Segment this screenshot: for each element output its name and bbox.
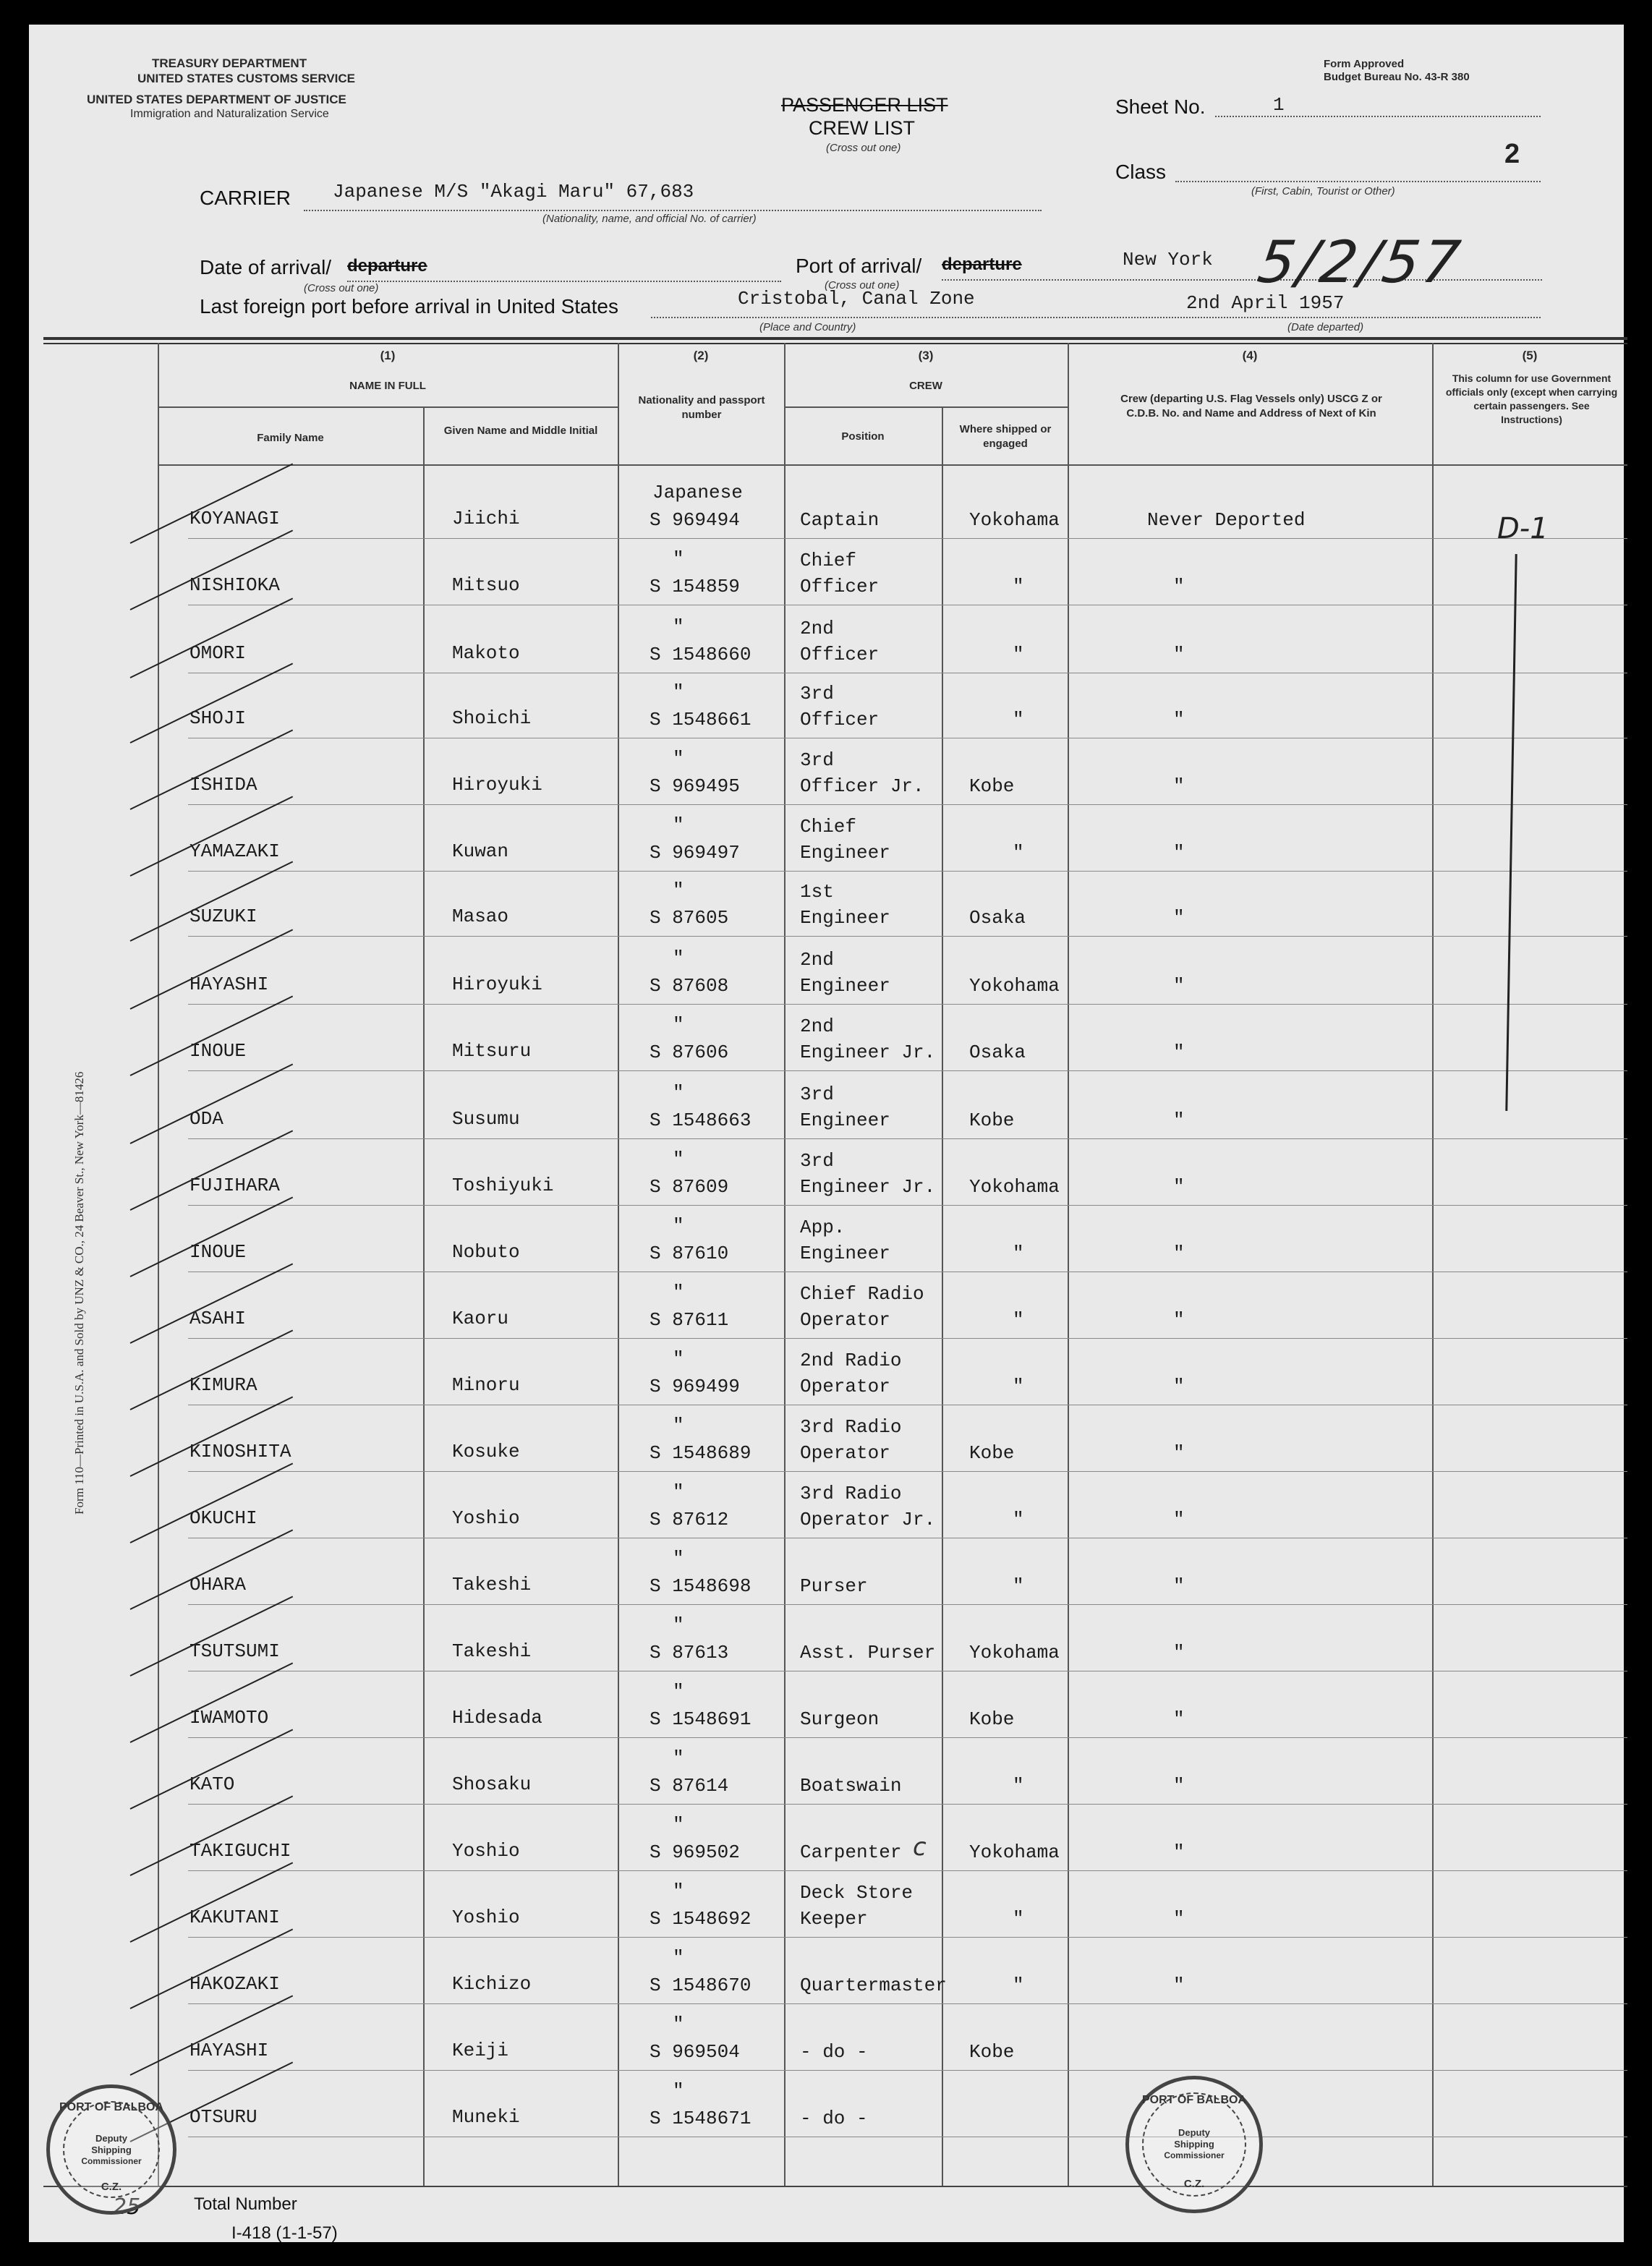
port-cross-note: (Cross out one) [825,279,900,291]
passport-number: S 969502 [650,1841,740,1863]
nationality: " [673,748,684,770]
nationality: " [673,1282,684,1303]
family-name: OTSURU [190,2106,257,2128]
check-mark [130,1862,294,1943]
given-name: Yoshio [452,1507,520,1529]
col3-number: (3) [918,349,934,362]
passport-number: S 1548692 [650,1908,752,1930]
check-mark [130,730,294,810]
check-mark [130,1663,294,1743]
check-mark [130,1995,294,2076]
nationality: " [673,548,684,570]
family-name: YAMAZAKI [190,840,280,862]
port-of-balboa-stamp-left: PORT OF BALBOA Deputy Shipping Commissioner C.Z. [46,2084,176,2215]
row-divider [188,936,1627,937]
next-of-kin: " [1173,842,1185,864]
budget-bureau: Budget Bureau No. 43-R 380 [1324,71,1470,83]
nationality: " [673,1747,684,1769]
form-code: I-418 (1-1-57) [231,2223,338,2243]
passport-number: S 87608 [650,975,729,997]
nationality: " [673,2014,684,2035]
next-of-kin: " [1173,1642,1185,1664]
row-divider [188,1205,1627,1206]
passport-number: S 87614 [650,1775,729,1797]
passport-number: S 87610 [650,1243,729,1264]
port-of-balboa-stamp-right: PORT OF BALBOA Deputy Shipping Commissioner C.Z. [1125,2076,1263,2213]
next-of-kin: " [1173,576,1185,597]
last-port-note: (Place and Country) [759,321,856,333]
given-name: Keiji [452,2040,509,2061]
row-divider [188,1804,1627,1805]
next-of-kin: " [1173,1042,1185,1063]
nationality: " [673,681,684,703]
given-name: Toshiyuki [452,1175,554,1196]
position-line-1: 3rd Radio [800,1416,902,1438]
total-number-label: Total Number [194,2194,297,2214]
position: Officer [800,576,880,597]
check-mark [130,663,294,744]
position-line-1: 2nd [800,1015,834,1037]
family-name: KATO [190,1773,235,1795]
row-divider [188,2070,1627,2071]
passport-number: S 87606 [650,1042,729,1063]
given-name: Kosuke [452,1441,520,1462]
nationality: " [673,1481,684,1503]
position-line-1: 2nd Radio [800,1350,902,1371]
family-name: ODA [190,1108,223,1130]
given-name: Makoto [452,642,520,664]
row-divider [188,1937,1627,1938]
where-engaged: " [1013,644,1024,665]
given-name: Mitsuru [452,1040,532,1062]
col5-annotation: D-1 [1497,512,1549,545]
nationality: " [673,947,684,969]
where-engaged: " [1013,1775,1024,1797]
col4-number: (4) [1242,349,1258,362]
next-of-kin: " [1173,1109,1185,1131]
nationality: " [673,1814,684,1836]
passport-number: S 1548663 [650,1109,752,1131]
passport-number: S 1548661 [650,709,752,731]
col2-number: (2) [693,349,709,362]
passport-number: S 1548660 [650,644,752,665]
given-name: Mitsuo [452,574,520,596]
position-line-1: 1st [800,881,834,903]
check-mark [130,1463,294,1543]
position: Officer [800,644,880,665]
position: Keeper [800,1908,868,1930]
position-line-1: 3rd [800,683,834,704]
where-engaged: " [1013,1575,1024,1597]
carrier-value: Japanese M/S "Akagi Maru" 67,683 [333,181,694,203]
next-of-kin: " [1173,1442,1185,1464]
agency-line-4: Immigration and Naturalization Service [130,108,329,120]
where-engaged: " [1013,1509,1024,1530]
position: Operator [800,1309,890,1331]
where-engaged: Yokohama [969,1642,1060,1664]
row-divider [188,1471,1627,1472]
position: Engineer Jr. [800,1042,936,1063]
given-name: Susumu [452,1108,520,1130]
check-mark [130,1929,294,2009]
sheet-number: 1 [1273,94,1285,116]
position: Quartermaster [800,1975,947,1996]
col2-title: Nationality and passport number [638,394,765,421]
position-line-1: Chief [800,816,857,838]
where-engaged: Osaka [969,1042,1026,1063]
next-of-kin: " [1173,1841,1185,1863]
cross-out-note: (Cross out one) [826,142,901,154]
passenger-list-struck: PASSENGER LIST [781,94,948,116]
family-name: HAYASHI [190,974,269,995]
check-mark [130,1596,294,1677]
col3-title: CREW [909,380,942,392]
position: Operator [800,1442,890,1464]
agency-line-3: UNITED STATES DEPARTMENT OF JUSTICE [87,93,346,106]
check-mark [130,1197,294,1277]
nationality: " [673,1415,684,1436]
check-mark [130,1330,294,1410]
position: Officer [800,709,880,731]
check-mark [130,598,294,678]
where-engaged: Osaka [969,907,1026,929]
passport-number: S 969497 [650,842,740,864]
position: Engineer [800,907,890,929]
nationality: " [673,1149,684,1170]
side-print: Form 110—Printed in U.S.A. and Sold by UNZ & CO., 24 Beaver St., New York—81426 [72,1071,86,1515]
where-engaged: Kobe [969,1442,1015,1464]
position: Captain [800,509,880,531]
nationality: " [673,879,684,901]
position: Surgeon [800,1708,880,1730]
row-divider [188,1070,1627,1071]
check-mark [130,1130,294,1211]
col1b-header: Given Name and Middle Initial [443,425,598,437]
check-mark [130,530,294,610]
passport-number: S 87613 [650,1642,729,1664]
next-of-kin: " [1173,775,1185,797]
given-name: Kaoru [452,1308,509,1329]
family-name: KOYANAGI [190,508,280,529]
where-engaged: " [1013,1908,1024,1930]
row-divider [188,1138,1627,1139]
family-name: ISHIDA [190,774,257,796]
crew-list-title: CREW LIST [809,117,916,139]
next-of-kin: " [1173,1708,1185,1730]
col1-title: NAME IN FULL [349,380,426,392]
given-name: Takeshi [452,1574,532,1596]
position: Engineer [800,842,890,864]
given-name: Yoshio [452,1907,520,1928]
col1-number: (1) [380,349,396,362]
next-of-kin: " [1173,907,1185,929]
family-name: INOUE [190,1040,247,1062]
next-of-kin: " [1173,644,1185,665]
check-mark [130,1064,294,1144]
nationality: " [673,616,684,638]
nationality: " [673,1614,684,1636]
position-line-1: Chief [800,550,857,571]
position: Operator Jr. [800,1509,936,1530]
given-name: Hiroyuki [452,974,542,995]
nationality: " [673,1681,684,1703]
passport-number: S 969495 [650,775,740,797]
passport-number: S 1548691 [650,1708,752,1730]
family-name: ASAHI [190,1308,247,1329]
position-line-1: 2nd [800,949,834,971]
position-line-1: 3rd Radio [800,1483,902,1504]
nationality: " [673,1082,684,1104]
next-of-kin: " [1173,1376,1185,1397]
given-name: Shosaku [452,1773,532,1795]
family-name: KINOSHITA [190,1441,291,1462]
given-name: Shoichi [452,707,532,729]
position: Operator [800,1376,890,1397]
col5-number: (5) [1522,349,1538,362]
next-of-kin: " [1173,1176,1185,1198]
passport-number: S 87612 [650,1509,729,1530]
passport-number: S 87611 [650,1309,729,1331]
position-line-1: Chief Radio [800,1283,924,1305]
given-name: Kuwan [452,840,509,862]
nationality: " [673,1014,684,1036]
crew-list-document [29,25,1624,2242]
family-name: KAKUTANI [190,1907,280,1928]
position: Engineer [800,1109,890,1131]
passport-number: S 87605 [650,907,729,929]
family-name: KIMURA [190,1374,257,1396]
passport-number: S 969504 [650,2041,740,2063]
position: Engineer [800,1243,890,1264]
carrier-note: (Nationality, name, and official No. of carrier) [542,213,757,225]
agency-line-1: TREASURY DEPARTMENT [152,56,307,70]
next-of-kin: " [1173,1243,1185,1264]
family-name: IWAMOTO [190,1707,269,1729]
given-name: Yoshio [452,1840,520,1862]
check-mark [130,861,294,942]
where-engaged: Kobe [969,1109,1015,1131]
given-name: Kichizo [452,1973,532,1995]
family-name: OKUCHI [190,1507,257,1529]
class-note: (First, Cabin, Tourist or Other) [1251,185,1395,197]
nationality: " [673,1548,684,1569]
check-mark [130,796,294,877]
row-divider [188,538,1627,539]
given-name: Minoru [452,1374,520,1396]
given-name: Hiroyuki [452,774,542,796]
check-mark [130,996,294,1076]
next-of-kin: " [1173,1908,1185,1930]
last-port-value: Cristobal, Canal Zone [738,288,975,310]
passport-number: S 969499 [650,1376,740,1397]
position-line-1: 2nd [800,618,834,639]
col5-title: This column for use Government officials only (except when carrying certain passengers. See Instructions) [1445,372,1618,425]
family-name: OHARA [190,1574,247,1596]
col5-vertical-mark [1505,554,1517,1111]
given-name: Jiichi [452,508,520,529]
handwritten-date: 5/2/57 [1253,229,1468,296]
next-of-kin: " [1173,1575,1185,1597]
row-divider [188,1338,1627,1339]
col3b-header: Where shipped or engaged [959,423,1052,450]
position-line-1: Deck Store [800,1882,914,1904]
passport-number: S 87609 [650,1176,729,1198]
next-of-kin: " [1173,1775,1185,1797]
port-arrival-label: Port of arrival/ [796,255,922,277]
where-engaged: " [1013,1309,1024,1331]
sheet-label: Sheet No. [1115,95,1206,118]
where-engaged: " [1013,1975,1024,1996]
check-mark [130,1729,294,1810]
family-name: OMORI [190,642,247,664]
date-departed-value: 2nd April 1957 [1186,292,1345,314]
where-engaged: Kobe [969,2041,1015,2063]
passport-number: S 969494 [650,509,740,531]
next-of-kin: " [1173,975,1185,997]
check-mark [130,1397,294,1477]
margin-c-mark: c [913,1833,927,1862]
nationality: " [673,1947,684,1969]
position: Engineer Jr. [800,1176,936,1198]
family-name: TSUTSUMI [190,1640,280,1662]
position: - do - [800,2041,868,2063]
row-divider [188,2003,1627,2004]
col4-title: Crew (departing U.S. Flag Vessels only) USCG Z or C.D.B. No. and Name and Address of Next of Kin [1120,393,1382,419]
total-number-value: 25 [113,2194,141,2220]
next-of-kin: " [1173,709,1185,731]
row-divider [188,1604,1627,1605]
nationality: Japanese [652,482,743,503]
family-name: HAKOZAKI [190,1973,280,1995]
family-name: NISHIOKA [190,574,280,596]
form-approved: Form Approved [1324,58,1405,70]
where-engaged: Yokohama [969,975,1060,997]
given-name: Nobuto [452,1241,520,1263]
check-mark [130,929,294,1010]
position: Boatswain [800,1775,902,1797]
date-cross-note: (Cross out one) [304,282,379,294]
next-of-kin: " [1173,1309,1185,1331]
date-departure-struck: departure [347,256,427,276]
row-divider [188,1870,1627,1871]
passport-number: S 1548689 [650,1442,752,1464]
where-engaged: " [1013,709,1024,731]
nationality: " [673,1215,684,1237]
carrier-label: CARRIER [200,187,291,209]
col3a-header: Position [841,430,885,443]
position: Carpenter [800,1841,902,1863]
where-engaged: Yokohama [969,1841,1060,1863]
agency-line-2: UNITED STATES CUSTOMS SERVICE [137,72,356,85]
family-name: SUZUKI [190,906,257,927]
col1a-header: Family Name [257,432,324,444]
port-value: New York [1123,249,1213,271]
position: - do - [800,2108,868,2129]
position: Purser [800,1575,868,1597]
family-name: SHOJI [190,707,247,729]
check-mark [130,1796,294,1876]
family-name: FUJIHARA [190,1175,280,1196]
given-name: Hidesada [452,1707,542,1729]
date-departed-note: (Date departed) [1287,321,1364,333]
port-departure-struck: departure [942,255,1022,274]
family-name: INOUE [190,1241,247,1263]
nationality: " [673,1880,684,1902]
nationality: " [673,2080,684,2102]
row-divider [188,804,1627,805]
passport-number: S 1548698 [650,1575,752,1597]
given-name: Masao [452,906,509,927]
check-mark [130,1264,294,1344]
class-number: 2 [1504,139,1520,169]
family-name: HAYASHI [190,2040,269,2061]
where-engaged: " [1013,1243,1024,1264]
row-divider [188,1004,1627,1005]
where-engaged: " [1013,1376,1024,1397]
nationality: " [673,1348,684,1370]
next-of-kin: " [1173,1509,1185,1530]
row-divider [188,1737,1627,1738]
passport-number: S 1548671 [650,2108,752,2129]
next-of-kin: Never Deported [1147,509,1306,531]
next-of-kin: " [1173,1975,1185,1996]
passport-number: S 1548670 [650,1975,752,1996]
where-engaged: " [1013,842,1024,864]
position-line-1: 3rd [800,749,834,771]
where-engaged: Yokohama [969,509,1060,531]
given-name: Takeshi [452,1640,532,1662]
last-port-label: Last foreign port before arrival in United States [200,295,618,318]
where-engaged: Kobe [969,775,1015,797]
position-line-1: 3rd [800,1150,834,1172]
position: Engineer [800,975,890,997]
check-mark [130,464,294,544]
date-arrival-label: Date of arrival/ [200,256,332,278]
check-mark [130,1530,294,1610]
nationality: " [673,814,684,836]
family-name: TAKIGUCHI [190,1840,291,1862]
where-engaged: Yokohama [969,1176,1060,1198]
row-divider [188,871,1627,872]
class-label: Class [1115,161,1167,183]
position-line-1: 3rd [800,1083,834,1105]
position: Asst. Purser [800,1642,936,1664]
passport-number: S 154859 [650,576,740,597]
position: Officer Jr. [800,775,924,797]
where-engaged: Kobe [969,1708,1015,1730]
where-engaged: " [1013,576,1024,597]
position-line-1: App. [800,1217,846,1238]
given-name: Muneki [452,2106,520,2128]
